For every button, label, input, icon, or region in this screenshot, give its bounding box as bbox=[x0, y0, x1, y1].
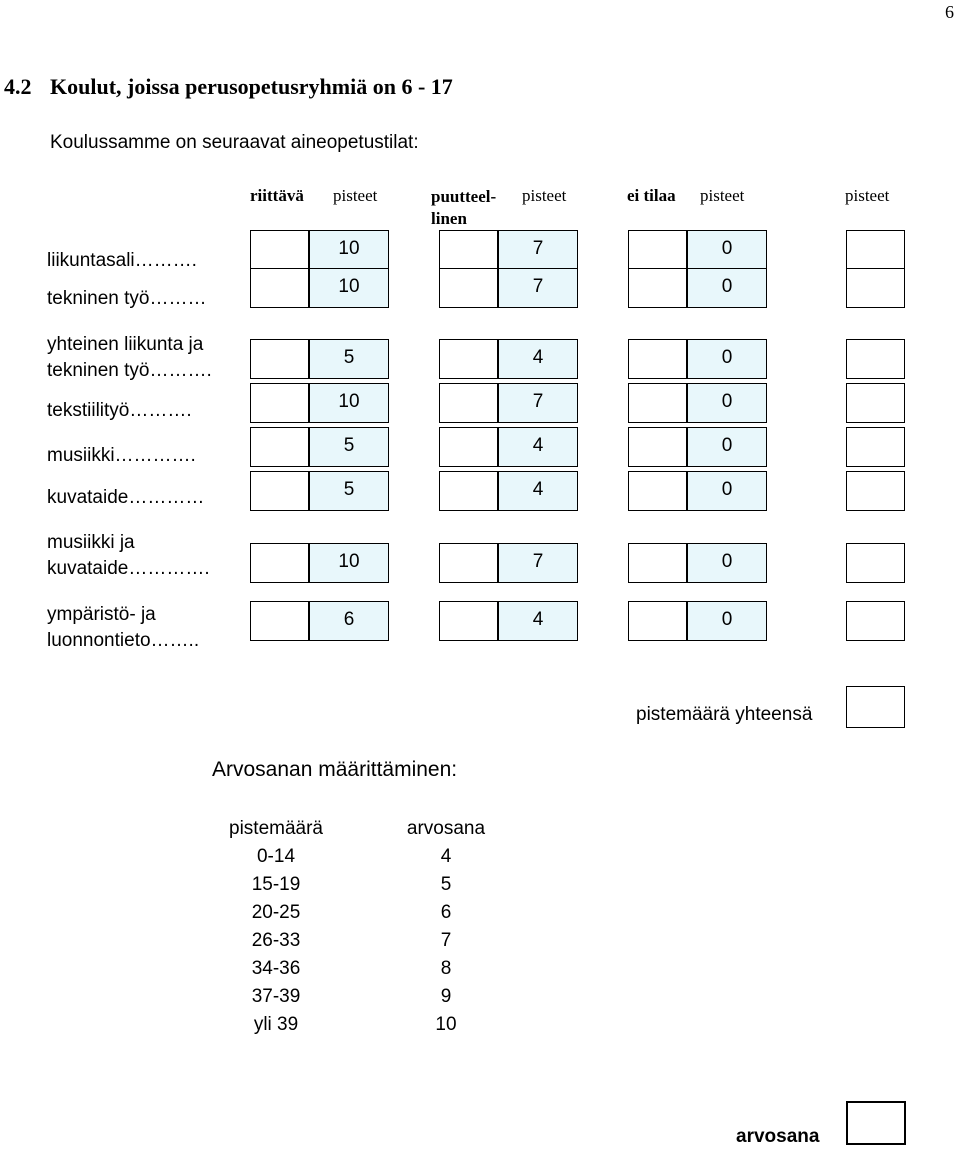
checkbox-ei-tilaa[interactable] bbox=[628, 268, 687, 308]
grading-points: 15-19 bbox=[251, 874, 301, 895]
checkbox-puutteellinen[interactable] bbox=[439, 601, 498, 641]
row-label: tekstiilityö………. bbox=[47, 400, 192, 421]
points-entry-box[interactable] bbox=[846, 268, 905, 308]
points-value: 5 bbox=[343, 435, 355, 456]
column-header-puutteellinen: puutteel-linen bbox=[431, 187, 497, 228]
grading-table bbox=[216, 815, 496, 1039]
column-header-pisteet-4: pisteet bbox=[845, 186, 890, 205]
points-riittava bbox=[309, 471, 389, 511]
points-ei-tilaa bbox=[687, 427, 767, 467]
grading-grade: 7 bbox=[440, 930, 452, 951]
checkbox-riittava[interactable] bbox=[250, 339, 309, 379]
checkbox-ei-tilaa[interactable] bbox=[628, 471, 687, 511]
points-riittava bbox=[309, 383, 389, 423]
points-riittava bbox=[309, 543, 389, 583]
points-value: 7 bbox=[532, 391, 544, 412]
points-value: 4 bbox=[532, 347, 544, 368]
grading-points: 26-33 bbox=[251, 930, 301, 951]
points-entry-box[interactable] bbox=[846, 339, 905, 379]
points-entry-box[interactable] bbox=[846, 230, 905, 270]
points-value: 5 bbox=[343, 479, 355, 500]
points-puutteellinen bbox=[498, 543, 578, 583]
checkbox-ei-tilaa[interactable] bbox=[628, 543, 687, 583]
grading-title: Arvosanan määrittäminen: bbox=[212, 758, 458, 781]
points-value: 4 bbox=[532, 609, 544, 630]
points-puutteellinen bbox=[498, 230, 578, 270]
checkbox-puutteellinen[interactable] bbox=[439, 268, 498, 308]
grading-points: 37-39 bbox=[251, 986, 301, 1007]
grading-grade: 6 bbox=[440, 902, 452, 923]
points-riittava bbox=[309, 268, 389, 308]
points-riittava bbox=[309, 427, 389, 467]
points-entry-box[interactable] bbox=[846, 383, 905, 423]
grading-header-points: pistemäärä bbox=[229, 818, 323, 839]
points-value: 7 bbox=[532, 551, 544, 572]
grading-grade: 9 bbox=[440, 986, 452, 1007]
points-puutteellinen bbox=[498, 471, 578, 511]
column-header-riittava: riittävä bbox=[250, 186, 304, 205]
points-ei-tilaa bbox=[687, 601, 767, 641]
points-value: 7 bbox=[532, 238, 544, 259]
checkbox-riittava[interactable] bbox=[250, 230, 309, 270]
points-value: 4 bbox=[532, 435, 544, 456]
points-entry-box[interactable] bbox=[846, 471, 905, 511]
points-puutteellinen bbox=[498, 601, 578, 641]
section-number: 4.2 bbox=[4, 74, 32, 99]
points-value: 10 bbox=[338, 276, 360, 297]
page-number: 6 bbox=[945, 2, 954, 22]
row-label: musiikki ja kuvataide…………. bbox=[47, 532, 210, 579]
row-label: yhteinen liikunta ja tekninen työ………. bbox=[47, 334, 212, 381]
row-label: kuvataide………… bbox=[47, 487, 205, 508]
column-header-pisteet-1: pisteet bbox=[333, 186, 378, 205]
section-title: Koulut, joissa perusopetusryhmiä on 6 - 17 bbox=[50, 74, 453, 99]
points-entry-box[interactable] bbox=[846, 601, 905, 641]
section-heading bbox=[4, 74, 453, 100]
row-label: liikuntasali………. bbox=[47, 250, 197, 271]
row-label: musiikki…………. bbox=[47, 445, 196, 466]
checkbox-ei-tilaa[interactable] bbox=[628, 427, 687, 467]
grading-grade: 4 bbox=[440, 846, 452, 867]
checkbox-ei-tilaa[interactable] bbox=[628, 601, 687, 641]
grading-grade: 10 bbox=[435, 1014, 457, 1035]
grading-row bbox=[216, 1011, 496, 1039]
grading-row bbox=[216, 927, 496, 955]
checkbox-riittava[interactable] bbox=[250, 543, 309, 583]
column-header-ei-tilaa: ei tilaa bbox=[627, 186, 676, 205]
grading-row bbox=[216, 899, 496, 927]
points-value: 7 bbox=[532, 276, 544, 297]
final-grade-box[interactable] bbox=[846, 1101, 906, 1145]
points-puutteellinen bbox=[498, 427, 578, 467]
points-ei-tilaa bbox=[687, 383, 767, 423]
total-points-box[interactable] bbox=[846, 686, 905, 728]
grading-row bbox=[216, 983, 496, 1011]
points-puutteellinen bbox=[498, 383, 578, 423]
checkbox-puutteellinen[interactable] bbox=[439, 230, 498, 270]
points-puutteellinen bbox=[498, 268, 578, 308]
points-value: 5 bbox=[343, 347, 355, 368]
points-value: 6 bbox=[343, 609, 355, 630]
subtitle: Koulussamme on seuraavat aineopetustilat: bbox=[50, 132, 419, 153]
points-value: 0 bbox=[721, 435, 733, 456]
total-points-label: pistemäärä yhteensä bbox=[636, 704, 813, 725]
points-value: 0 bbox=[721, 551, 733, 572]
points-value: 10 bbox=[338, 551, 360, 572]
grading-points: 34-36 bbox=[251, 958, 301, 979]
points-riittava bbox=[309, 230, 389, 270]
grading-row bbox=[216, 843, 496, 871]
final-grade-label: arvosana bbox=[736, 1126, 820, 1147]
points-riittava bbox=[309, 601, 389, 641]
grading-row bbox=[216, 871, 496, 899]
row-label: ympäristö- ja luonnontieto…….. bbox=[47, 604, 200, 651]
row-label: tekninen työ……… bbox=[47, 288, 207, 309]
grading-points: 0-14 bbox=[256, 846, 296, 867]
checkbox-riittava[interactable] bbox=[250, 601, 309, 641]
grading-grade: 8 bbox=[440, 958, 452, 979]
checkbox-puutteellinen[interactable] bbox=[439, 383, 498, 423]
column-header-pisteet-2: pisteet bbox=[522, 186, 567, 205]
points-value: 0 bbox=[721, 238, 733, 259]
points-value: 0 bbox=[721, 609, 733, 630]
checkbox-puutteellinen[interactable] bbox=[439, 471, 498, 511]
checkbox-puutteellinen[interactable] bbox=[439, 339, 498, 379]
points-value: 0 bbox=[721, 479, 733, 500]
grading-header-grade: arvosana bbox=[406, 818, 486, 839]
checkbox-ei-tilaa[interactable] bbox=[628, 383, 687, 423]
checkbox-ei-tilaa[interactable] bbox=[628, 230, 687, 270]
points-value: 0 bbox=[721, 347, 733, 368]
column-header-pisteet-3: pisteet bbox=[700, 186, 745, 205]
checkbox-riittava[interactable] bbox=[250, 268, 309, 308]
points-ei-tilaa bbox=[687, 339, 767, 379]
grading-points: 20-25 bbox=[251, 902, 301, 923]
points-entry-box[interactable] bbox=[846, 543, 905, 583]
checkbox-puutteellinen[interactable] bbox=[439, 427, 498, 467]
points-value: 10 bbox=[338, 238, 360, 259]
points-ei-tilaa bbox=[687, 471, 767, 511]
points-riittava bbox=[309, 339, 389, 379]
points-value: 0 bbox=[721, 276, 733, 297]
points-ei-tilaa bbox=[687, 268, 767, 308]
points-entry-box[interactable] bbox=[846, 427, 905, 467]
points-ei-tilaa bbox=[687, 230, 767, 270]
checkbox-riittava[interactable] bbox=[250, 383, 309, 423]
points-value: 4 bbox=[532, 479, 544, 500]
checkbox-riittava[interactable] bbox=[250, 471, 309, 511]
grading-grade: 5 bbox=[440, 874, 452, 895]
checkbox-puutteellinen[interactable] bbox=[439, 543, 498, 583]
grading-points: yli 39 bbox=[253, 1014, 299, 1035]
points-puutteellinen bbox=[498, 339, 578, 379]
grading-header-row bbox=[216, 815, 496, 843]
grading-row bbox=[216, 955, 496, 983]
checkbox-riittava[interactable] bbox=[250, 427, 309, 467]
points-ei-tilaa bbox=[687, 543, 767, 583]
checkbox-ei-tilaa[interactable] bbox=[628, 339, 687, 379]
points-value: 0 bbox=[721, 391, 733, 412]
points-value: 10 bbox=[338, 391, 360, 412]
